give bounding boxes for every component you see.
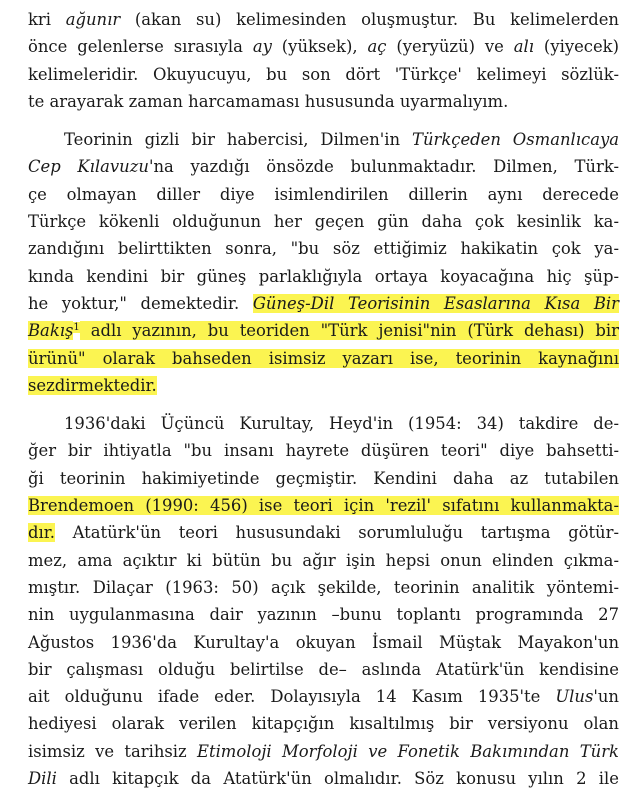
text-segment: kri bbox=[28, 10, 66, 29]
text-line bbox=[28, 492, 619, 519]
text-line bbox=[28, 465, 619, 492]
text-line bbox=[28, 437, 619, 464]
text-segment: hediyesi olarak verilen kitapçığın kısaltılmış bir versiyonu olan bbox=[28, 714, 619, 734]
highlighted-text: ürünü" olarak bahseden isimsiz yazarı ise, teorinin kaynağını bbox=[28, 348, 619, 368]
text-segment: (akan su) kelimesinden oluşmuştur. Bu kelimelerden bbox=[120, 10, 619, 29]
text-segment: (yiyecek) bbox=[534, 37, 619, 57]
text-line bbox=[28, 372, 619, 399]
text-segment: ait olduğunu ifade eder. Dolayısıyla 14 Kasım 1935'te bbox=[28, 687, 556, 707]
text-segment: önce gelenlerse sırasıyla bbox=[28, 37, 253, 57]
highlighted-text: adlı yazının, bu teoriden "Türk jenisi"nin (Türk dehası) bir bbox=[79, 321, 619, 341]
highlighted-text: Güneş-Dil Teorisinin Esaslarına Kısa Bir bbox=[252, 293, 619, 313]
paragraph-2 bbox=[28, 126, 619, 399]
text-segment: Atatürk'ün teori hususundaki sorumluluğu tartışma götür- bbox=[54, 523, 619, 543]
text-segment: he yoktur," demektedir. bbox=[28, 293, 253, 313]
highlighted-text: Bakış bbox=[28, 321, 74, 341]
highlighted-text: 1 bbox=[73, 322, 80, 334]
text-line bbox=[28, 33, 619, 60]
text-line bbox=[28, 519, 619, 546]
text-segment: alı bbox=[513, 37, 535, 57]
text-line bbox=[28, 181, 619, 208]
text-segment: 'na yazdığı önsözde bulunmaktadır. Dilmen, Türk- bbox=[148, 157, 619, 177]
paragraph-gap bbox=[28, 399, 619, 410]
text-segment: (yüksek), bbox=[271, 37, 368, 57]
text-line bbox=[28, 738, 619, 765]
text-segment: ağunır bbox=[65, 10, 121, 29]
text-line bbox=[28, 601, 619, 628]
text-line bbox=[28, 263, 619, 290]
text-segment: Türkçe kökenli olduğunun her geçen gün daha çok kesinlik ka- bbox=[28, 212, 619, 232]
highlighted-text: dır. bbox=[28, 523, 55, 543]
text-segment: kelimeleridir. Okuyucuyu, bu son dört 'Türkçe' kelimeyi sözlük- bbox=[28, 64, 619, 84]
text-segment: 1936'daki Üçüncü Kurultay, Heyd'in (1954: 34) takdire de- bbox=[64, 414, 619, 434]
text-line bbox=[28, 410, 619, 437]
text-segment: Ulus bbox=[555, 687, 594, 707]
text-line bbox=[28, 683, 619, 710]
text-segment: ay bbox=[252, 37, 272, 57]
text-line bbox=[28, 208, 619, 235]
text-line bbox=[28, 61, 619, 88]
highlighted-text: sezdirmektedir. bbox=[28, 375, 157, 395]
text-segment: Ağustos 1936'da Kurultay'a okuyan İsmail Müştak Mayakon'un bbox=[28, 632, 619, 652]
text-segment: aç bbox=[367, 37, 387, 57]
text-segment: 'un bbox=[593, 687, 619, 707]
paragraph-gap bbox=[28, 115, 619, 126]
text-segment: bir çalışması olduğu belirtilse de– aslında Atatürk'ün kendisine bbox=[28, 659, 619, 679]
text-segment: isimsiz ve tarihsiz bbox=[28, 741, 198, 761]
text-segment: Cep Kılavuzu bbox=[28, 157, 149, 177]
text-segment: Etimoloji Morfoloji ve Fonetik Bakımından Türk bbox=[197, 741, 619, 761]
text-segment: mıştır. Dilaçar (1963: 50) açık şekilde, teorinin analitik yöntemi- bbox=[28, 577, 619, 597]
text-line bbox=[28, 547, 619, 574]
text-line bbox=[28, 765, 619, 792]
text-line bbox=[28, 235, 619, 262]
text-line bbox=[28, 88, 619, 115]
text-segment: kında kendini bir güneş parlaklığıyla ortaya koyacağına hiç şüp- bbox=[28, 266, 619, 286]
text-segment: mez, ama açıktır ki bütün bu ağır işin hepsi onun elinden çıkma- bbox=[28, 550, 619, 570]
text-segment: Dili bbox=[28, 769, 57, 789]
highlighted-text: Brendemoen (1990: 456) ise teori için 'rezil' sıfatını kullanmakta- bbox=[28, 496, 619, 516]
text-line bbox=[28, 126, 619, 153]
text-line bbox=[28, 317, 619, 344]
paragraph-3 bbox=[28, 410, 619, 792]
text-segment: ğer bir ihtiyatla "bu insanı hayrete düşüren teori" diye bahsetti- bbox=[28, 441, 619, 461]
text-segment: te arayarak zaman harcamaması hususunda uyarmalıyım. bbox=[28, 91, 509, 111]
text-line bbox=[28, 345, 619, 372]
text-segment: ği teorinin hakimiyetinde geçmiştir. Kendini daha az tutabilen bbox=[28, 468, 619, 488]
text-segment: Türkçeden Osmanlıcaya bbox=[412, 130, 619, 150]
text-segment: adlı kitapçık da Atatürk'ün olmalıdır. Söz konusu yılın 2 ile bbox=[56, 769, 619, 789]
text-line bbox=[28, 290, 619, 317]
text-line bbox=[28, 153, 619, 180]
text-segment: çe olmayan diller diye isimlendirilen dillerin aynı derecede bbox=[28, 184, 619, 204]
text-segment: zandığını belirttikten sonra, "bu söz ettiğimiz hakikatin çok ya- bbox=[28, 239, 619, 259]
text-segment: Teorinin gizli bir habercisi, Dilmen'in bbox=[64, 130, 413, 150]
text-line bbox=[28, 710, 619, 737]
text-line bbox=[28, 6, 619, 33]
text-line bbox=[28, 629, 619, 656]
text-segment: (yeryüzü) ve bbox=[386, 37, 514, 57]
text-segment: nin uygulanmasına dair yazının –bunu toplantı programında 27 bbox=[28, 605, 619, 625]
paragraph-1 bbox=[28, 6, 619, 115]
text-line bbox=[28, 574, 619, 601]
text-line bbox=[28, 656, 619, 683]
